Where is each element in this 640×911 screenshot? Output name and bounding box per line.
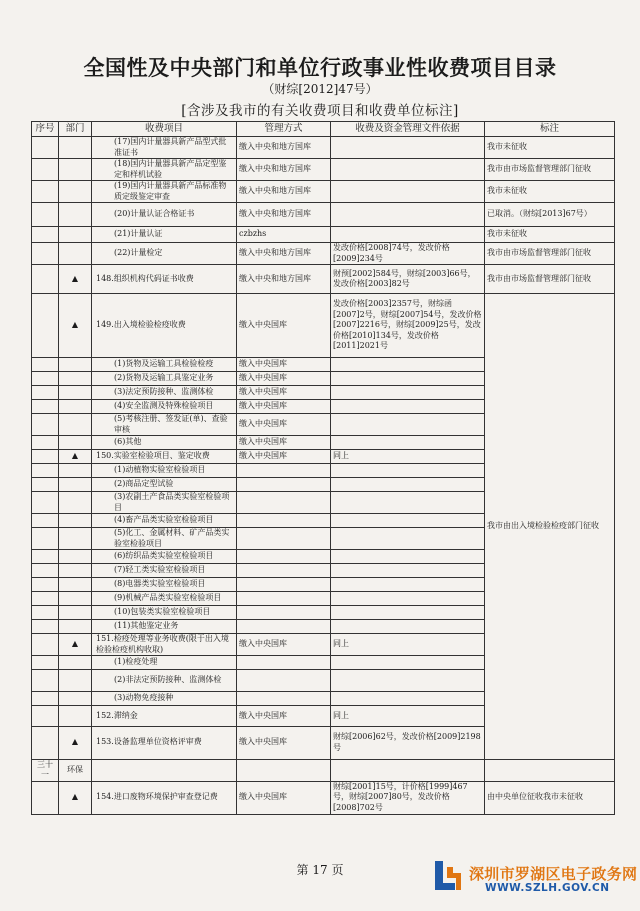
col-header-note: 标注 [485, 122, 615, 137]
col-header-item: 收费项目 [92, 122, 237, 137]
item-cell: (11)其他鉴定业务 [92, 620, 237, 634]
item-cell: (22)计量检定 [92, 243, 237, 265]
doc-cell: 财综[2001]15号，计价格[1999]467号，财综[2007]80号，发改价格[2008]702号 [331, 781, 485, 814]
table-row [32, 265, 615, 294]
col-header-mgmt: 管理方式 [237, 122, 331, 137]
doc-cell: 财综[2006]62号，发改价格[2009]2198号 [331, 726, 485, 759]
triangle-marker-icon: ▲ [59, 294, 92, 358]
mgmt-cell: 缴入中央国库 [237, 706, 331, 727]
document-number: （财综[2012]47号） [262, 82, 378, 96]
item-cell: (1)货物及运输工具检验检疫 [92, 358, 237, 372]
item-cell: 148.组织机构代码证书收费 [92, 265, 237, 294]
table-row [32, 203, 615, 227]
triangle-marker-icon: ▲ [59, 634, 92, 656]
note-cell: 我市由市场监督管理部门征收 [485, 265, 615, 294]
mgmt-cell: 缴入中央和地方国库 [237, 159, 331, 181]
mgmt-cell: 缴入中央和地方国库 [237, 137, 331, 159]
item-cell: (4)安全监测及特殊检验项目 [92, 400, 237, 414]
item-cell: (21)计量认证 [92, 227, 237, 243]
table-header-row [32, 122, 615, 137]
note-cell: 我市由市场监督管理部门征收 [485, 159, 615, 181]
watermark-site-name: 深圳市罗湖区电子政务网 [469, 865, 638, 883]
doc-cell: 发改价格[2003]2357号，财综函[2007]2号，财综[2007]54号，发改价格[2007]2216号，财综[2009]25号，发改价格[2010]134号，发改价格[2011]2021号 [331, 294, 485, 358]
item-cell: (6)其他 [92, 436, 237, 450]
item-cell: (3)农副土产食品类实验室检验项目 [92, 492, 237, 514]
note-cell: 我市未征收 [485, 137, 615, 159]
item-cell: (5)化工、金属材料、矿产品类实验室检验项目 [92, 528, 237, 550]
item-cell: 153.设备监理单位资格评审费 [92, 726, 237, 759]
mgmt-cell: 缴入中央国库 [237, 781, 331, 814]
triangle-marker-icon: ▲ [59, 450, 92, 464]
note-cell: 已取消。（财综[2013]67号） [485, 203, 615, 227]
lh-logo-icon [433, 857, 463, 893]
item-cell: (8)电器类实验室检验项目 [92, 578, 237, 592]
note-cell: 我市未征收 [485, 227, 615, 243]
mgmt-cell: 缴入中央国库 [237, 294, 331, 358]
mgmt-cell: 缴入中央国库 [237, 386, 331, 400]
fee-table [31, 121, 615, 815]
table-row [32, 243, 615, 265]
mgmt-cell: 缴入中央国库 [237, 436, 331, 450]
triangle-marker-icon: ▲ [59, 265, 92, 294]
mgmt-cell: 缴入中央国库 [237, 358, 331, 372]
dept-cell: 环保 [59, 759, 92, 781]
table-row [32, 181, 615, 203]
table-row [32, 294, 615, 358]
item-cell: (20)计量认证合格证书 [92, 203, 237, 227]
item-cell: (9)机械产品类实验室检验项目 [92, 592, 237, 606]
mgmt-cell: 缴入中央和地方国库 [237, 265, 331, 294]
triangle-marker-icon: ▲ [59, 726, 92, 759]
note-cell: 我市未征收 [485, 181, 615, 203]
table-row [32, 227, 615, 243]
triangle-marker-icon: ▲ [59, 781, 92, 814]
item-cell: (3)动物免疫接种 [92, 692, 237, 706]
item-cell: (3)法定预防接种、监测体检 [92, 386, 237, 400]
item-cell: 154.进口废物环境保护审查登记费 [92, 781, 237, 814]
item-cell: (6)纺织品类实验室检验项目 [92, 550, 237, 564]
table-row [32, 759, 615, 781]
page-title: 全国性及中央部门和单位行政事业性收费项目目录 [83, 56, 557, 80]
seq-cell: 三十一 [32, 759, 59, 781]
table-row [32, 781, 615, 814]
page-number: 第 17 页 [296, 863, 344, 877]
doc-cell: 财预[2002]584号，财综[2003]66号，发改价格[2003]82号 [331, 265, 485, 294]
item-cell: (2)商品定型试验 [92, 478, 237, 492]
mgmt-cell: czbzhs [237, 227, 331, 243]
item-cell: (1)检疫处理 [92, 656, 237, 670]
item-cell: (17)国内计量器具新产品型式批准证书 [92, 137, 237, 159]
item-cell: (2)非法定预防接种、监测体检 [92, 670, 237, 692]
doc-cell: 发改价格[2008]74号，发改价格[2009]234号 [331, 243, 485, 265]
item-cell: (5)考核注册、签发证(单)、查验审核 [92, 414, 237, 436]
item-cell: (10)包装类实验室检验项目 [92, 606, 237, 620]
item-cell: (18)国内计量器具新产品定型鉴定和样机试验 [92, 159, 237, 181]
item-cell: 152.滞纳金 [92, 706, 237, 727]
mgmt-cell: 缴入中央国库 [237, 634, 331, 656]
col-header-seq: 序号 [32, 122, 59, 137]
mgmt-cell: 缴入中央国库 [237, 372, 331, 386]
merged-note-cell: 我市由出入境检验检疫部门征收 [485, 294, 615, 760]
doc-cell: 同上 [331, 634, 485, 656]
col-header-doc: 收费及资金管理文件依据 [331, 122, 485, 137]
table-row [32, 159, 615, 181]
doc-cell: 同上 [331, 450, 485, 464]
mgmt-cell: 缴入中央国库 [237, 450, 331, 464]
item-cell: (1)动植物实验室检验项目 [92, 464, 237, 478]
item-cell: (4)畜产品类实验室检验项目 [92, 514, 237, 528]
watermark-logo [433, 855, 638, 897]
item-cell: 150.实验室检验项目、鉴定收费 [92, 450, 237, 464]
item-cell: 149.出入境检验检疫收费 [92, 294, 237, 358]
note-cell: 我市由市场监督管理部门征收 [485, 243, 615, 265]
item-cell: (2)货物及运输工具鉴定业务 [92, 372, 237, 386]
annotation-note: [含涉及我市的有关收费项目和收费单位标注] [181, 103, 459, 119]
item-cell: (19)国内计量器具新产品标准物质定级鉴定审查 [92, 181, 237, 203]
item-cell: 151.检疫处理等业务收费(限于出入境检验检疫机构收取) [92, 634, 237, 656]
watermark-url: WWW.SZLH.GOV.CN [485, 882, 610, 894]
mgmt-cell: 缴入中央国库 [237, 726, 331, 759]
mgmt-cell: 缴入中央和地方国库 [237, 243, 331, 265]
note-cell: 由中央单位征收我市未征收 [485, 781, 615, 814]
mgmt-cell: 缴入中央和地方国库 [237, 203, 331, 227]
table-row [32, 137, 615, 159]
col-header-dept: 部门 [59, 122, 92, 137]
mgmt-cell: 缴入中央国库 [237, 400, 331, 414]
mgmt-cell: 缴入中央和地方国库 [237, 181, 331, 203]
doc-cell: 同上 [331, 706, 485, 727]
item-cell: (7)轻工类实验室检验项目 [92, 564, 237, 578]
mgmt-cell: 缴入中央国库 [237, 414, 331, 436]
